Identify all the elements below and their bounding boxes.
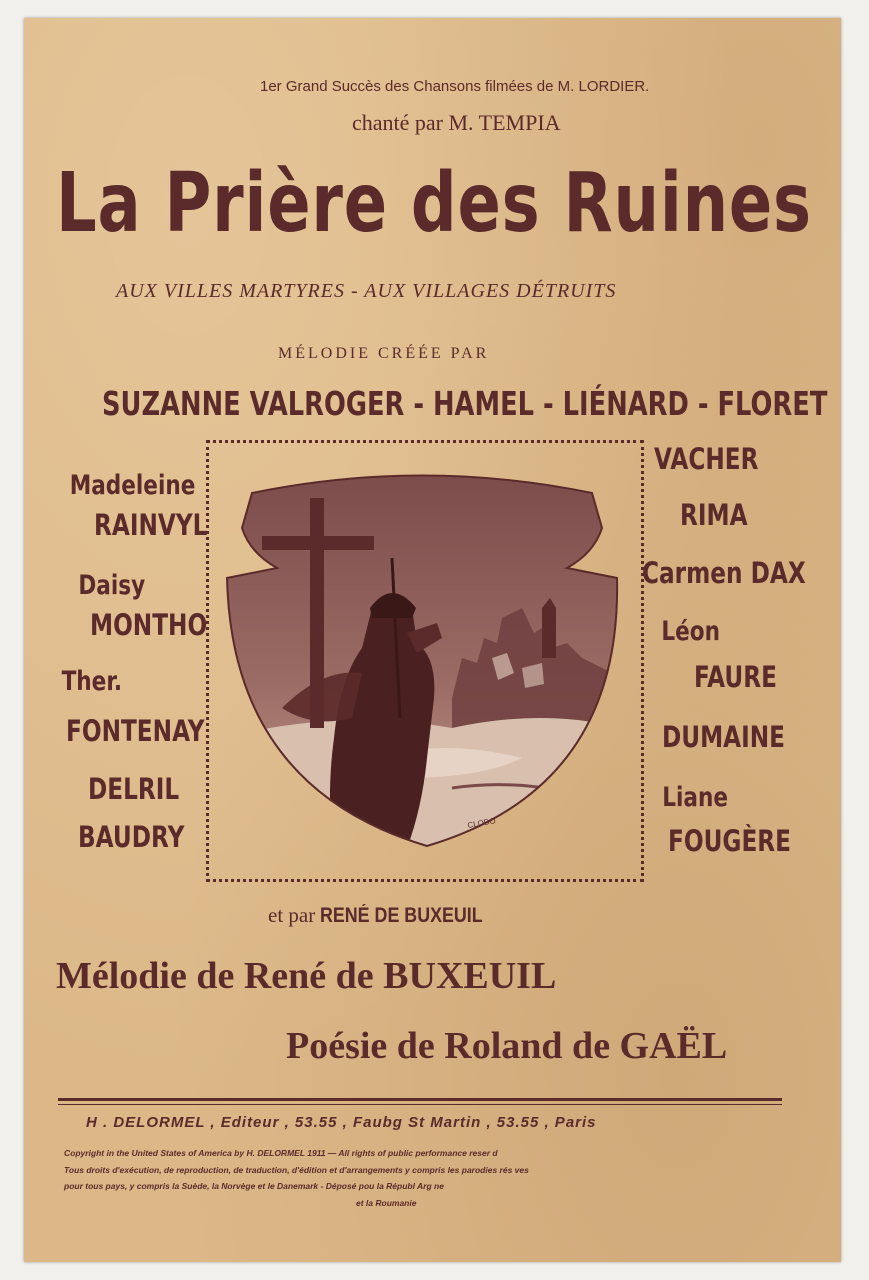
singer-daisy-last: MONTHO [90,608,208,642]
et-par-line [268,903,512,928]
et-par-name: RENÉ DE BUXEUIL [320,904,484,927]
chante-par-name: M. TEMPIA [448,110,561,135]
melodie-creee-label: MÉLODIE CRÉÉE PAR [278,345,490,362]
singer-dumaine: DUMAINE [662,720,786,754]
singer-baudry: BAUDRY [78,820,185,854]
singer-leon-last: FAURE [694,660,777,694]
singer-madeleine-last: RAINVYL [94,508,208,542]
chante-par-label: chanté par [352,110,443,135]
illustration-signature: CLODO [466,816,497,830]
melodie-credit: Mélodie de René de BUXEUIL [56,955,557,997]
header-success-line: 1er Grand Succès des Chansons filmées de M. LORDIER. [260,78,650,95]
song-subtitle: AUX VILLES MARTYRES - AUX VILLAGES DÉTRUITS [116,280,617,302]
singer-delril: DELRIL [88,772,180,806]
singer-ther-first: Ther. [61,666,123,697]
singer-madeleine-first: Madeleine [69,470,196,501]
singer-liane-last: FOUGÈRE [668,824,792,858]
singer-ther-last: FONTENAY [66,714,205,748]
singer-carmen [642,556,806,590]
illustration-soldier-ruins [222,458,622,858]
et-par-label: et par [268,903,316,927]
singer-rima: RIMA [680,498,748,532]
singer-carmen-last: DAX [750,556,806,590]
publisher-line: H . DELORMEL , Editeur , 53.55 , Faubg St Martin , 53.55 , Paris [86,1114,597,1131]
copyright-line-3: pour tous pays, y compris la Suède, la Norvège et le Danemark - Déposé pou la Républ Arg ne [64,1181,444,1191]
singer-leon-first: Léon [661,616,720,647]
copyright-line-1: Copyright in the United States of America by H. DELORMEL 1911 — All rights of public performance reser d [64,1148,498,1158]
chante-par-line [352,110,561,136]
singer-daisy-first: Daisy [78,570,146,601]
singer-vacher: VACHER [654,442,759,476]
poesie-credit: Poésie de Roland de GAËL [286,1025,728,1067]
footer-rule [58,1098,782,1101]
singer-carmen-first: Carmen [642,556,743,590]
singer-liane-first: Liane [662,782,728,813]
song-title: La Prière des Ruines [56,156,812,251]
copyright-line-4: et la Roumanie [356,1198,417,1208]
footer-rule-thin [58,1104,782,1105]
copyright-line-2: Tous droits d'exécution, de reproduction, de traduction, d'édition et d'arrangements y compris les parodies rés ves [64,1165,529,1175]
sheet-music-cover [24,18,841,1262]
singers-top-row: SUZANNE VALROGER - HAMEL - LIÉNARD - FLORET [102,384,828,423]
